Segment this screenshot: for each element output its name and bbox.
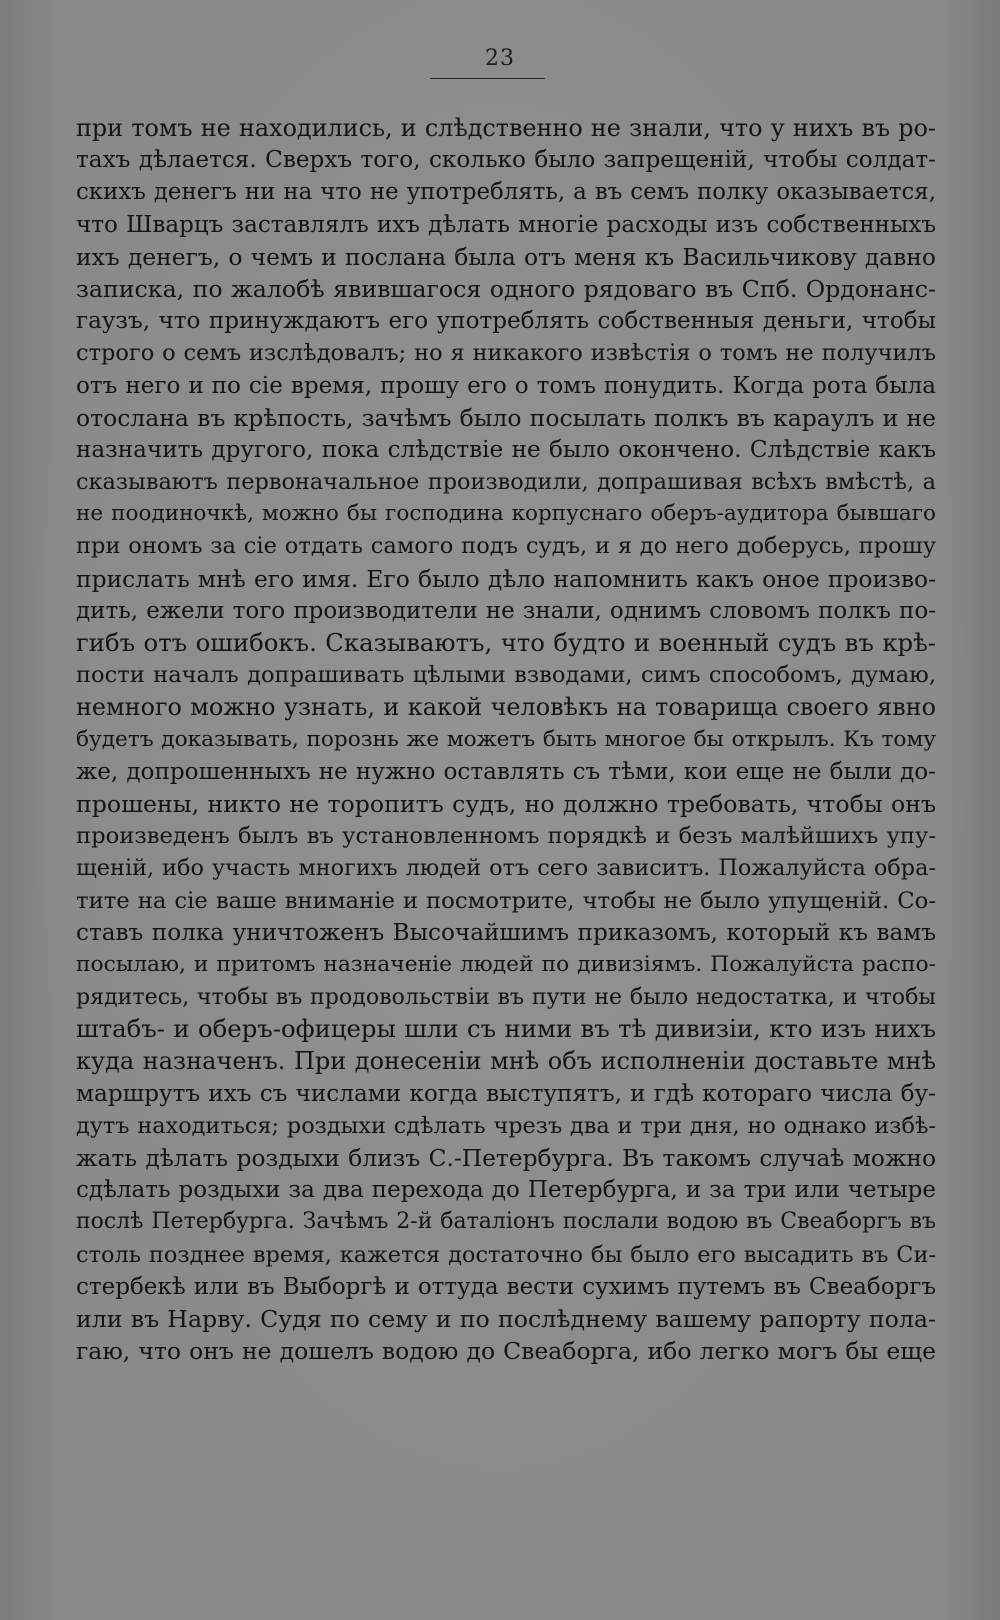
- body-text: [76, 112, 936, 1367]
- text-line: отослана въ крѣпость, зачѣмъ было посылать полкъ въ караулъ и не: [76, 403, 936, 432]
- text-line: будетъ доказывать, порознь же можетъ быть многое бы открылъ. Къ тому: [76, 726, 936, 752]
- text-line: рядитесь, чтобы въ продовольствіи въ пути не было недостатка, и чтобы: [76, 984, 936, 1011]
- header-rule: [430, 78, 545, 79]
- text-line: столь позднее время, кажется достаточно бы было его высадить въ Си-: [76, 1241, 936, 1268]
- text-line: послѣ Петербурга. Зачѣмъ 2-й баталіонъ послали водою въ Свеаборгъ въ: [76, 1209, 936, 1235]
- text-line: же, допрошенныхъ не нужно оставлять съ тѣми, кои еще не были до-: [76, 758, 936, 785]
- text-line: тите на сіе ваше вниманіе и посмотрите, чтобы не было упущеній. Со-: [76, 887, 936, 914]
- text-line: ставъ полка уничтоженъ Высочайшимъ приказомъ, который къ вамъ: [76, 919, 936, 946]
- text-line: куда назначенъ. При донесеніи мнѣ объ исполненіи доставьте мнѣ: [76, 1047, 936, 1076]
- text-line: отъ него и по сіе время, прошу его о томъ понудить. Когда рота была: [76, 372, 936, 399]
- text-line: дить, ежели того производители не знали, однимъ словомъ полкъ по-: [76, 597, 936, 624]
- text-line: что Шварцъ заставлялъ ихъ дѣлать многіе расходы изъ собственныхъ: [76, 211, 936, 238]
- text-line: прислать мнѣ его имя. Его было дѣло напомнить какъ оное произво-: [76, 564, 936, 593]
- text-line: или въ Нарву. Судя по сему и по послѣднему вашему рапорту пола-: [76, 1304, 936, 1333]
- text-line: ихъ денегъ, о чемъ и послана была отъ меня къ Васильчикову давно: [76, 242, 936, 271]
- text-line: пости началъ допрашивать цѣлыми взводами, симъ способомъ, думаю,: [76, 662, 936, 689]
- text-line: штабъ- и оберъ-офицеры шли съ ними въ тѣ дивизіи, кто изъ нихъ: [76, 1014, 936, 1044]
- text-line: дутъ находиться; роздыхи сдѣлать чрезъ два и три дня, но однако избѣ-: [76, 1112, 936, 1139]
- text-line: маршрутъ ихъ съ числами когда выступятъ, и гдѣ котораго числа бу-: [76, 1080, 936, 1107]
- text-line: гибъ отъ ошибокъ. Сказываютъ, что будто и военный судъ въ крѣ-: [76, 628, 936, 657]
- text-line: тахъ дѣлается. Сверхъ того, сколько было запрещеній, чтобы солдат-: [76, 147, 936, 174]
- text-line: строго о семъ изслѣдовалъ; но я никакого извѣстія о томъ не получилъ: [76, 340, 936, 367]
- text-line: скихъ денегъ ни на что не употреблять, а въ семъ полку оказывается,: [76, 179, 936, 206]
- text-line: стербекѣ или въ Выборгѣ и оттуда вести сухимъ путемъ въ Свеаборгъ: [76, 1273, 936, 1300]
- text-line: жать дѣлать роздыхи близъ С.-Петербурга. Въ такомъ случаѣ можно: [76, 1144, 936, 1172]
- text-line: гаузъ, что принуждаютъ его употреблять собственныя деньги, чтобы: [76, 308, 936, 335]
- text-line: произведенъ былъ въ установленномъ порядкѣ и безъ малѣйшихъ упу-: [76, 823, 936, 850]
- page-number: 23: [485, 46, 515, 71]
- text-line: назначить другого, пока слѣдствіе не было окончено. Слѣдствіе какъ: [76, 436, 936, 463]
- text-line: не поодиночкѣ, можно бы господина корпуснаго оберъ-аудитора бывшаго: [76, 501, 936, 527]
- text-line: при томъ не находились, и слѣдственно не знали, что у нихъ въ ро-: [76, 114, 936, 142]
- text-line: при ономъ за сіе отдать самого подъ судъ, и я до него доберусь, прошу: [76, 533, 936, 560]
- text-line: посылаю, и притомъ назначеніе людей по дивизіямъ. Пожалуйста распо-: [76, 951, 936, 977]
- text-line: щеній, ибо участь многихъ людей отъ сего зависитъ. Пожалуйста обра-: [76, 855, 936, 882]
- text-line: прошены, никто не торопитъ судъ, но должно требовать, чтобы онъ: [76, 789, 936, 818]
- text-line: гаю, что онъ не дошелъ водою до Свеаборга, ибо легко могъ бы еще: [76, 1337, 936, 1366]
- text-line: записка, по жалобѣ явившагося одного рядоваго въ Спб. Ордонанс-: [76, 274, 936, 303]
- text-line: сдѣлать роздыхи за два перехода до Петербурга, и за три или четыре: [76, 1177, 936, 1204]
- text-line: сказываютъ первоначальное производили, допрашивая всѣхъ вмѣстѣ, а: [76, 469, 936, 496]
- text-line: немного можно узнать, и какой человѣкъ на товарища своего явно: [76, 693, 936, 722]
